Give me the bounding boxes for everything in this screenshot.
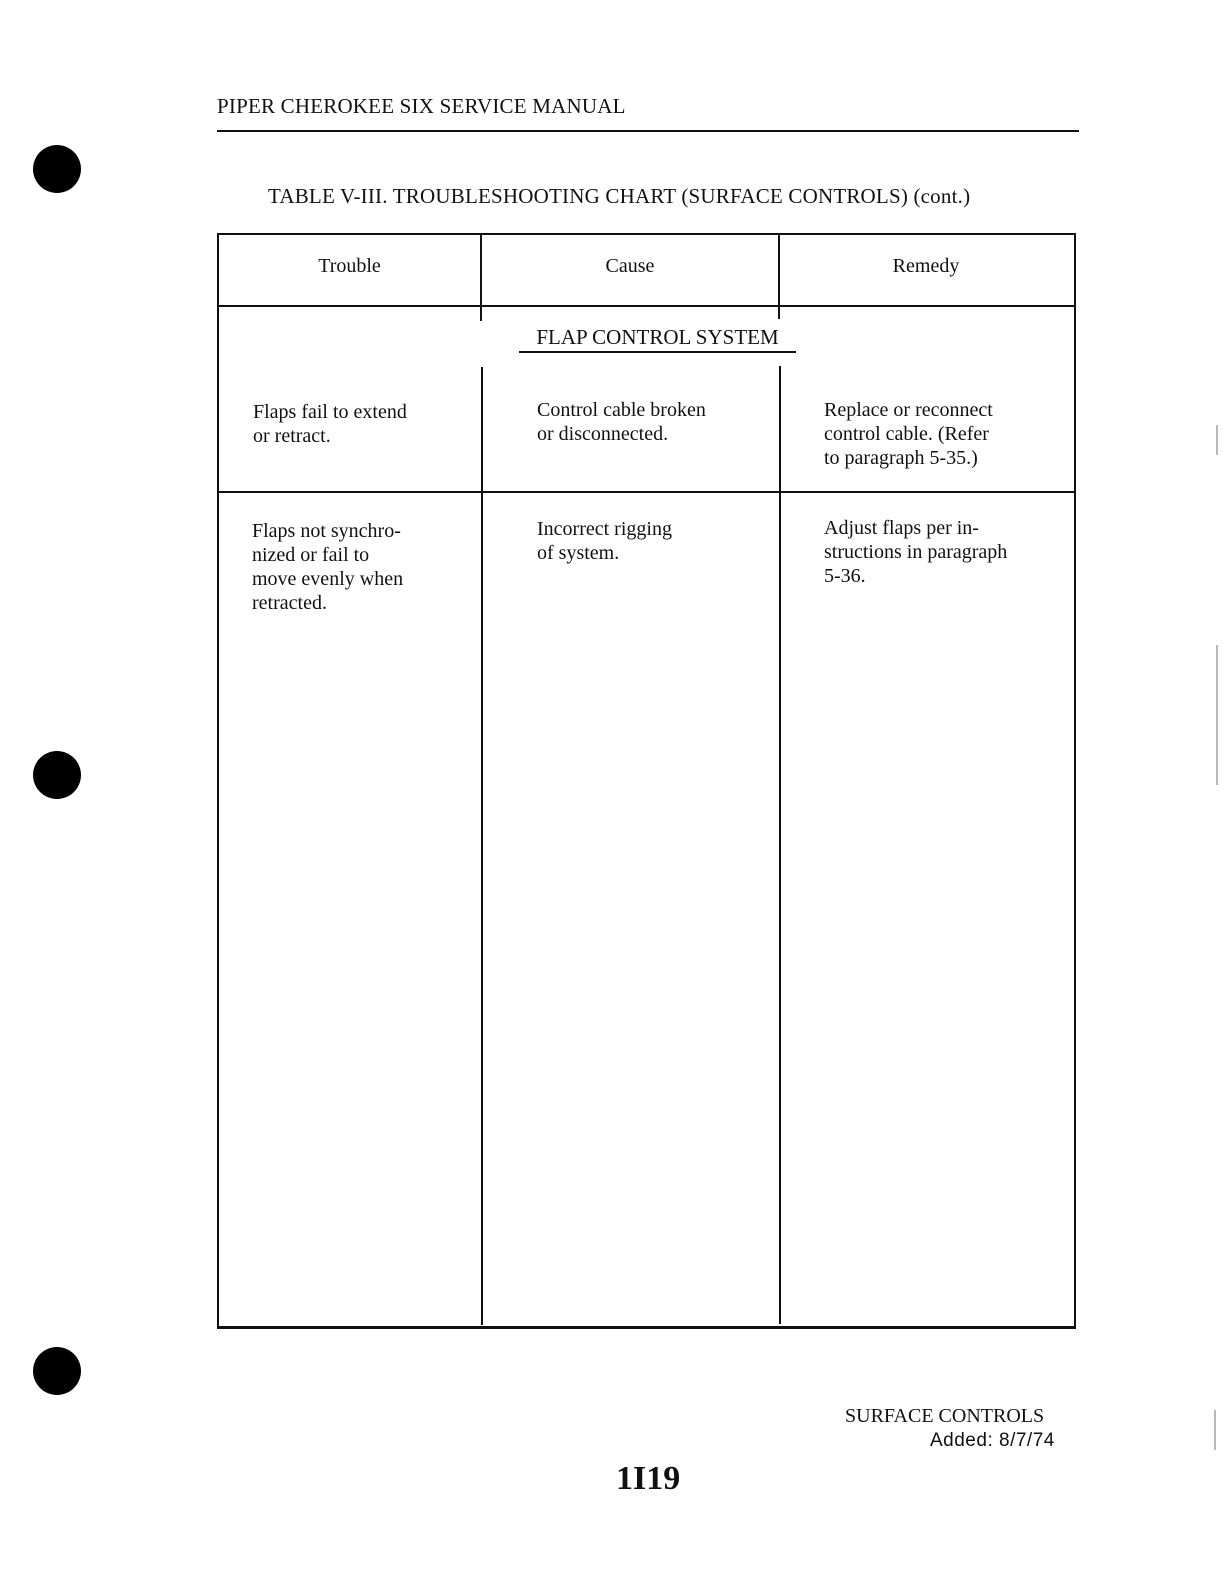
scan-edge-mark (1214, 1410, 1216, 1450)
section-heading: FLAP CONTROL SYSTEM (519, 325, 796, 353)
punch-hole-middle (33, 751, 81, 799)
column-divider (779, 366, 781, 1324)
remedy-cell: Adjust flaps per in- structions in paragraph 5-36. (824, 517, 1008, 587)
scan-edge-mark (1216, 645, 1218, 785)
footer-added-date: Added: 8/7/74 (930, 1430, 1055, 1451)
trouble-cell: Flaps fail to extend or retract. (253, 401, 407, 447)
scan-edge-mark (1216, 425, 1218, 455)
row-divider (217, 491, 1074, 493)
running-header: PIPER CHEROKEE SIX SERVICE MANUAL (217, 94, 626, 118)
footer-section-name: SURFACE CONTROLS (845, 1405, 1045, 1427)
column-header-trouble: Trouble (318, 255, 381, 277)
page-number: 1I19 (616, 1460, 681, 1497)
header-rule (217, 130, 1079, 132)
remedy-cell: Replace or reconnect control cable. (Refer to paragraph 5-35.) (824, 399, 993, 469)
column-divider (481, 367, 483, 1325)
column-header-cause: Cause (605, 255, 655, 277)
table-title: TABLE V-III. TROUBLESHOOTING CHART (SURFACE CONTROLS) (cont.) (268, 184, 971, 208)
trouble-cell: Flaps not synchro- nized or fail to move evenly when retracted. (252, 520, 404, 614)
column-divider (778, 305, 780, 319)
column-header-remedy: Remedy (892, 255, 960, 277)
cause-cell: Control cable broken or disconnected. (537, 399, 706, 445)
column-divider (480, 307, 482, 321)
punch-hole-top (33, 145, 81, 193)
header-row-rule (217, 305, 1074, 307)
cause-cell: Incorrect rigging of system. (537, 518, 672, 564)
punch-hole-bottom (33, 1347, 81, 1395)
